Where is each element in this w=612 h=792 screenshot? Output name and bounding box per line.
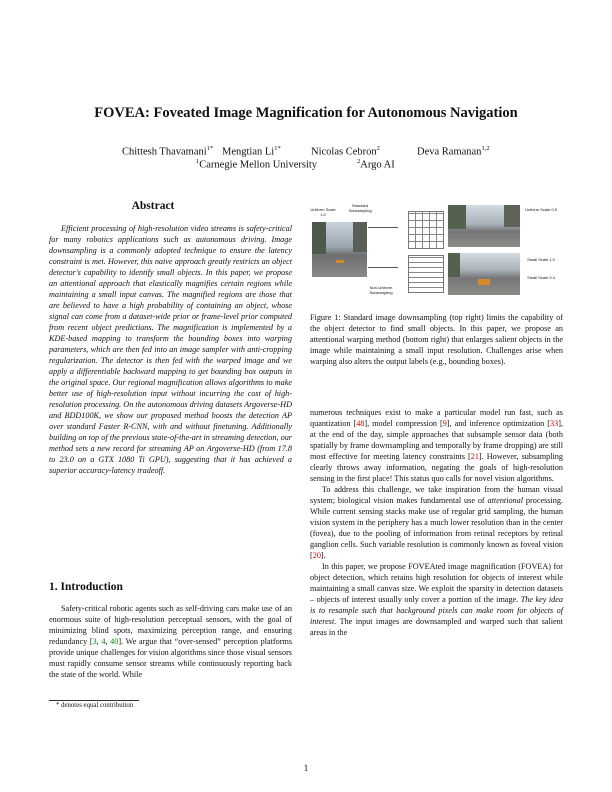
paper-title: FOVEA: Foveated Image Magnification for Autonomous Navigation <box>94 105 518 121</box>
footnote-rule <box>49 700 139 701</box>
introduction-paragraph-1: Safety-critical robotic agents such as self-driving cars make use of an enormous suite of high-resolution perceptual sensors, with the goal of minimizing blind spots, maximizing perception range, and ensuring redundancy [3, 4, 40]. We argue that “over-sensed” perception platforms provide unique challenges for vision algorithms since those visual sensors must rapidly consume sensor streams while continuously reporting back the state of the world. While <box>49 604 293 679</box>
right-column <box>310 407 563 638</box>
downsampled-image <box>448 205 520 247</box>
abstract-body <box>49 223 292 476</box>
citation-link[interactable]: 4 <box>101 637 106 646</box>
page-number: 1 <box>303 763 309 773</box>
citation-link[interactable]: 21 <box>470 452 479 461</box>
right-paragraph-2: To address this challenge, we take inspiration from the human visual system; biological vision makes fundamental use of attentional processing. While current sensing stacks make use of regular grid sampling, the human vision system in the periphery has a much lower resolution than in the center (fovea), due to the pooling of information from retinal receptors by retinal ganglion cells. Such variable resolution is commonly known as foveal vision [20]. <box>310 485 563 560</box>
right-paragraph-3: In this paper, we propose FOVEAted image magnification (FOVEA) for object detection, which retains high resolution for objects of interest while maintaining a small canvas size. We exploit the sparsity in detection datasets – objects of interest usually only cover a portion of the image. The key idea is to resample such that background pixels can make room for objects of interest. The input images are downsampled and warped such that salient areas in the <box>310 562 563 637</box>
author-4: Deva Ramanan$^{1,2}$ <box>417 145 490 158</box>
abstract-text: Efficient processing of high-resolution video streams is safety-critical for many robotics applications such as autonomous driving. Image downsampling is a commonly adopted technique to ensure the latency constraint is met. However, this naive approach greatly restricts an object detector's capability to identify small objects. In this paper, we propose an attentional approach that elastically magnifies certain regions while maintaining a small input canvas. The magnified regions are those that are believed to have a high probability of containing an object, whose signal can come from a dataset-wide prior or frame-level prior computed from recent object predictions. The magnification is implemented by a KDE-based mapping to transform the bounding boxes into warping parameters, which are then fed into an image sampler with anti-cropping regularization. The detector is then fed with the warped image and we apply a differentiable backward mapping to get bounding box outputs in the original space. Our regional magnification allows algorithms to make better use of high-resolution input without incurring the cost of high-resolution processing. On the autonomous driving datasets Argoverse-HD and BDD100K, we show our proposed method boosts the detection AP over standard Faster R-CNN, with and without finetuning. Additionally building on top of the previous state-of-the-art in streaming detection, our method sets a new record for streaming AP on Argoverse-HD (from 17.8 to 23.0 on a GTX 1080 Ti GPU), suggesting that it has achieved a superior accuracy-latency tradeoff. <box>49 224 292 475</box>
citation-link[interactable]: 33 <box>550 419 559 428</box>
label-small-scale: Small Scale 1.0 <box>527 257 555 262</box>
warped-image <box>448 253 520 295</box>
original-image <box>312 222 367 277</box>
right-paragraph-1: numerous techniques exist to make a particular model run fast, such as quantization [48], model compression [9], and inference optimization [33], at the end of the day, simple approaches that subsample sensor data (both spatially by frame downsampling and temporally by frame dropping) are still most effective for meeting latency constraints [21]. However, subsampling clearly throws away information, negating the goals of high-resolution sensing in the first place! This status quo calls for novel vision algorithms. <box>310 408 563 483</box>
label-small-scale-out: Small Scale 0.4 <box>527 275 555 280</box>
arrow-bottom <box>368 267 398 268</box>
affiliation-1: $^1$Carnegie Mellon University <box>196 158 318 171</box>
arrow-top <box>368 227 398 228</box>
figure-caption: Figure 1: Standard image downsampling (top right) limits the capability of the object detector to find small objects. In this paper, we propose an attentional warping method (bottom right) that enlarges salient objects in the image while maintaining a small input resolution. Challenges arise when warping also alters the output labels (e.g., bounding boxes). <box>310 313 563 366</box>
label-standard-subsampling: Standard Subsampling <box>348 203 372 213</box>
citation-link[interactable]: 3 <box>92 637 97 646</box>
affiliation-2: $^2$Argo AI <box>357 158 395 171</box>
abstract-heading: Abstract <box>131 200 175 212</box>
figure-1 <box>310 197 563 302</box>
label-uniform-scale-in: Uniform Scale 1.0 <box>310 207 336 217</box>
uniform-grid <box>408 211 444 249</box>
citation-link[interactable]: 40 <box>110 637 119 646</box>
nonuniform-grid <box>408 255 444 293</box>
author-3: Nicolas Cebron$^2$ <box>311 145 380 158</box>
footnote: * denotes equal contribution <box>56 702 134 709</box>
label-uniform-scale-out: Uniform Scale 0.5 <box>525 207 557 212</box>
author-1: Chittesh Thavamani$^{1*}$ <box>122 145 214 158</box>
introduction-heading: 1. Introduction <box>49 581 123 593</box>
citation-link[interactable]: 20 <box>312 551 321 560</box>
author-2: Mengtian $Li^{1*}$ <box>222 145 281 158</box>
label-nonuniform-subsampling: Non-Uniform Subsampling <box>369 285 393 295</box>
citation-link[interactable]: 48 <box>356 419 365 428</box>
citation-link[interactable]: 9 <box>442 419 447 428</box>
introduction-body <box>49 603 292 680</box>
